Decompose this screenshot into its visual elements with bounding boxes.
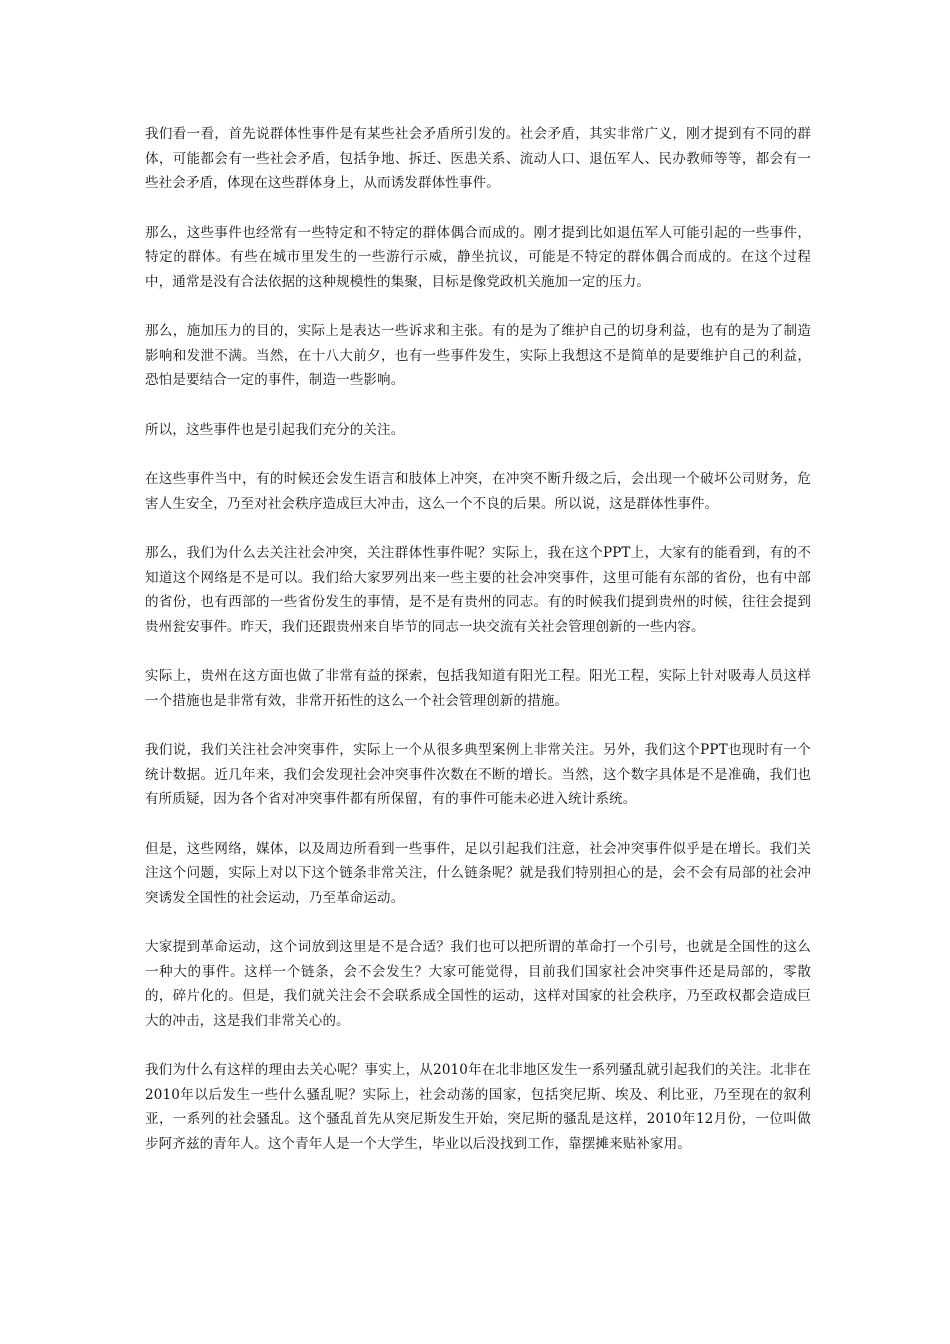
- paragraph-6: 那么，我们为什么去关注社会冲突，关注群体性事件呢？实际上，我在这个PPT上，大家有的能看到，有的不知道这个网络是不是可以。我们给大家罗列出来一些主要的社会冲突事件，这里可能有东部的省份，也有中部的省份，也有西部的一些省份发生的事情，是不是有贵州的同志。有的时候我们提到贵州的时候，往往会提到贵州瓮安事件。昨天，我们还跟贵州来自毕节的同志一块交流有关社会管理创新的一些内容。: [145, 545, 811, 635]
- paragraph-8: 我们说，我们关注社会冲突事件，实际上一个从很多典型案例上非常关注。另外，我们这个PPT也现时有一个统计数据。近几年来，我们会发现社会冲突事件次数在不断的增长。当然，这个数字具体是不是准确，我们也有所质疑，因为各个省对冲突事件都有所保留，有的事件可能未必进入统计系统。: [145, 742, 811, 807]
- paragraph-10: 大家提到革命运动，这个词放到这里是不是合适？我们也可以把所谓的革命打一个引号，也就是全国性的这么一种大的事件。这样一个链条，会不会发生？大家可能觉得，目前我们国家社会冲突事件还是局部的，零散的，碎片化的。但是，我们就关注会不会联系成全国性的运动，这样对国家的社会秩序，乃至政权都会造成巨大的冲击，这是我们非常关心的。: [145, 939, 811, 1029]
- paragraph-11: 我们为什么有这样的理由去关心呢？事实上，从2010年在北非地区发生一系列骚乱就引起我们的关注。北非在2010年以后发生一些什么骚乱呢？实际上，社会动荡的国家，包括突尼斯、埃及、利比亚，乃至现在的叙利亚，一系列的社会骚乱。这个骚乱首先从突尼斯发生开始，突尼斯的骚乱是这样，2010年12月份，一位叫做步阿齐兹的青年人。这个青年人是一个大学生，毕业以后没找到工作，靠摆摊来贴补家用。: [145, 1062, 811, 1152]
- paragraph-4: 所以，这些事件也是引起我们充分的关注。: [145, 421, 405, 438]
- paragraph-9: 但是，这些网络，媒体，以及周边所看到一些事件，足以引起我们注意，社会冲突事件似乎是在增长。我们关注这个问题，实际上对以下这个链条非常关注，什么链条呢？就是我们特别担心的是，会不会有局部的社会冲突诱发全国性的社会运动，乃至革命运动。: [145, 840, 811, 906]
- paragraph-2: 那么，这些事件也经常有一些特定和不特定的群体偶合而成的。刚才提到比如退伍军人可能引起的一些事件，特定的群体。有些在城市里发生的一些游行示威，静坐抗议，可能是不特定的群体偶合而成的。在这个过程中，通常是没有合法依据的这种规模性的集聚，目标是像党政机关施加一定的压力。: [145, 224, 811, 290]
- document-body: [145, 122, 811, 1181]
- paragraph-1: 我们看一看，首先说群体性事件是有某些社会矛盾所引发的。社会矛盾，其实非常广义，刚才提到有不同的群体，可能都会有一些社会矛盾，包括争地、拆迁、医患关系、流动人口、退伍军人、民办教师等等，都会有一些社会矛盾，体现在这些群体身上，从而诱发群体性事件。: [145, 126, 811, 191]
- paragraph-7: 实际上，贵州在这方面也做了非常有益的探索，包括我知道有阳光工程。阳光工程，实际上针对吸毒人员这样一个措施也是非常有效，非常开拓性的这么一个社会管理创新的措施。: [145, 668, 811, 709]
- paragraph-5: 在这些事件当中，有的时候还会发生语言和肢体上冲突，在冲突不断升级之后，会出现一个破坏公司财务，危害人生安全，乃至对社会秩序造成巨大冲击，这么一个不良的后果。所以说，这是群体性事件。: [145, 471, 811, 512]
- paragraph-3: 那么，施加压力的目的，实际上是表达一些诉求和主张。有的是为了维护自己的切身利益，也有的是为了制造影响和发泄不满。当然，在十八大前夕，也有一些事件发生，实际上我想这不是简单的是要维护自己的利益，恐怕是要结合一定的事件，制造一些影响。: [145, 323, 811, 388]
